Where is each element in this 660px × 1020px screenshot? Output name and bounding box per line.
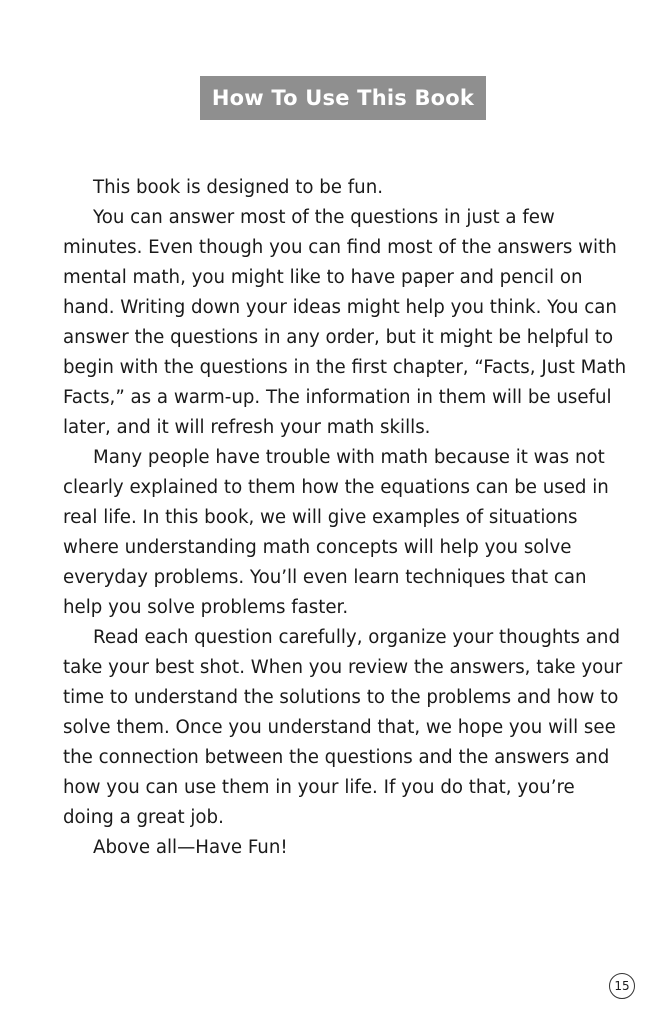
paragraph-5: Above all—Have Fun! xyxy=(93,837,288,858)
body-text xyxy=(63,173,627,863)
paragraph-1: This book is designed to be fun. xyxy=(93,177,384,198)
paragraph-3: Many people have trouble with math because it was not clearly explained to them how the equations can be used in real life. In this book, we will give examples of situations where understanding math concepts will help you solve everyday problems. You’ll even learn techniques that can help you solve problems faster. xyxy=(63,447,609,618)
paragraph-4: Read each question carefully, organize your thoughts and take your best shot. When you review the answers, take your time to understand the solutions to the problems and how to solve them. Once you understand that, we hope you will see the connection between the questions and the answers and how you can use them in your life. If you do that, you’re doing a great job. xyxy=(63,627,623,828)
chapter-heading-box xyxy=(200,76,486,120)
paragraph-2: You can answer most of the questions in just a few minutes. Even though you can find most of the answers with mental math, you might like to have paper and pencil on hand. Writing down your ideas might help you think. You can answer the questions in any order, but it might be helpful to begin with the questions in the first chapter, “Facts, Just Math Facts,” as a warm-up. The information in them will be useful later, and it will refresh your math skills. xyxy=(63,207,627,438)
page-number: 15 xyxy=(609,973,635,999)
chapter-heading: How To Use This Book xyxy=(211,86,475,110)
